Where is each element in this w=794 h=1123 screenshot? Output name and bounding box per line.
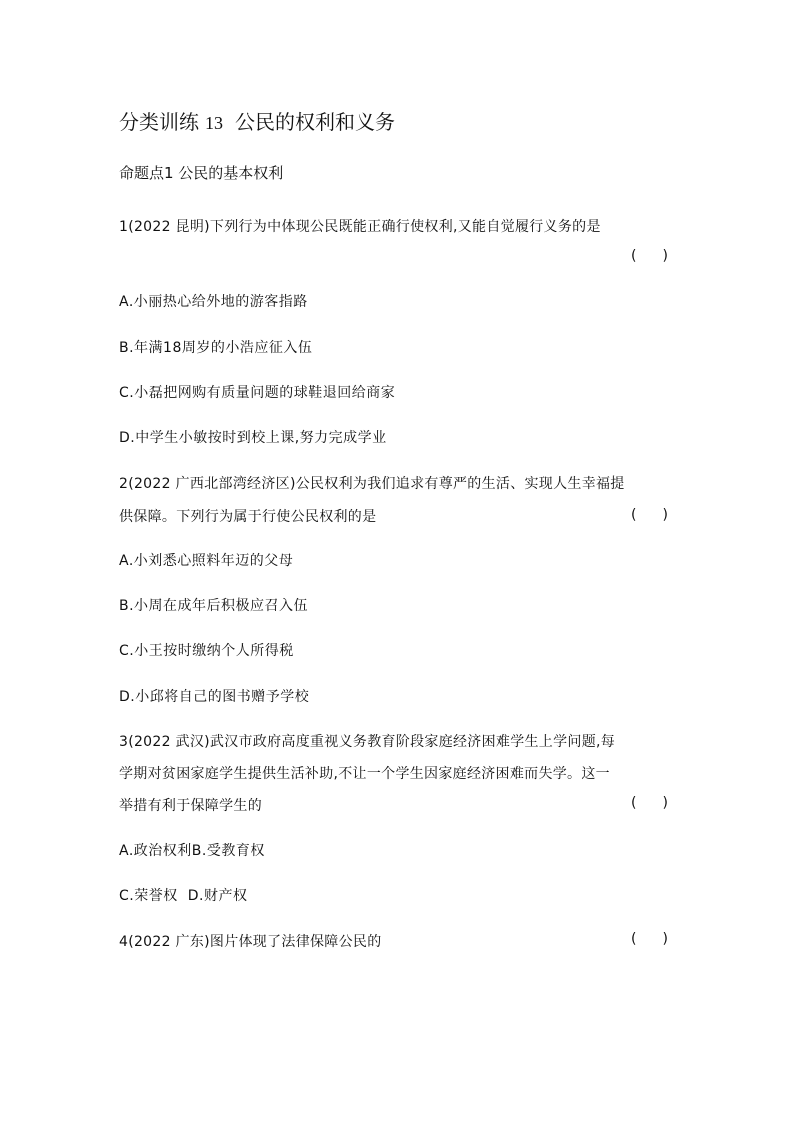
question-3-stem-line1: 3(2022 武汉)武汉市政府高度重视义务教育阶段家庭经济困难学生上学问题,每 [119,734,616,750]
option-3b: B.受教育权 [191,843,265,859]
question-3-stem-line2: 学期对贫困家庭学生提供生活补助,不让一个学生因家庭经济困难而失学。这一 [119,766,610,782]
option-2a: A.小刘悉心照料年迈的父母 [119,553,294,569]
option-3d: D.财产权 [187,888,248,904]
question-1-stem: 1(2022 昆明)下列行为中体现公民既能正确行使权利,又能自觉履行义务的是 [119,219,601,235]
options-3cd [119,885,247,905]
question-2-stem-line1: 2(2022 广西北部湾经济区)公民权利为我们追求有尊严的生活、实现人生幸福提 [119,476,625,492]
title-number: 13 [205,113,223,133]
answer-bracket-3: ( ) [631,795,668,811]
title-main: 公民的权利和义务 [235,110,395,134]
option-3a: A.政治权利 [119,843,192,859]
question-2-stem-line2: 供保障。下列行为属于行使公民权利的是 [119,509,377,525]
section-heading: 命题点1 公民的基本权利 [119,164,284,182]
title-prefix: 分类训练 [119,110,199,134]
answer-bracket-4: ( ) [631,931,668,947]
question-4-stem: 4(2022 广东)图片体现了法律保障公民的 [119,934,382,950]
answer-bracket-1: ( ) [631,248,668,264]
option-1a: A.小丽热心给外地的游客指路 [119,294,308,310]
option-1d: D.中学生小敏按时到校上课,努力完成学业 [119,430,387,446]
answer-bracket-2: ( ) [631,507,668,523]
option-1b: B.年满18周岁的小浩应征入伍 [119,340,313,356]
option-3c: C.荣誉权 [119,888,178,904]
option-2c: C.小王按时缴纳个人所得税 [119,643,294,659]
options-3ab [119,840,265,860]
page-title [119,106,395,135]
question-3-stem-line3: 举措有利于保障学生的 [119,798,262,814]
option-2d: D.小邱将自己的图书赠予学校 [119,689,310,705]
option-2b: B.小周在成年后积极应召入伍 [119,598,309,614]
option-1c: C.小磊把网购有质量问题的球鞋退回给商家 [119,385,396,401]
